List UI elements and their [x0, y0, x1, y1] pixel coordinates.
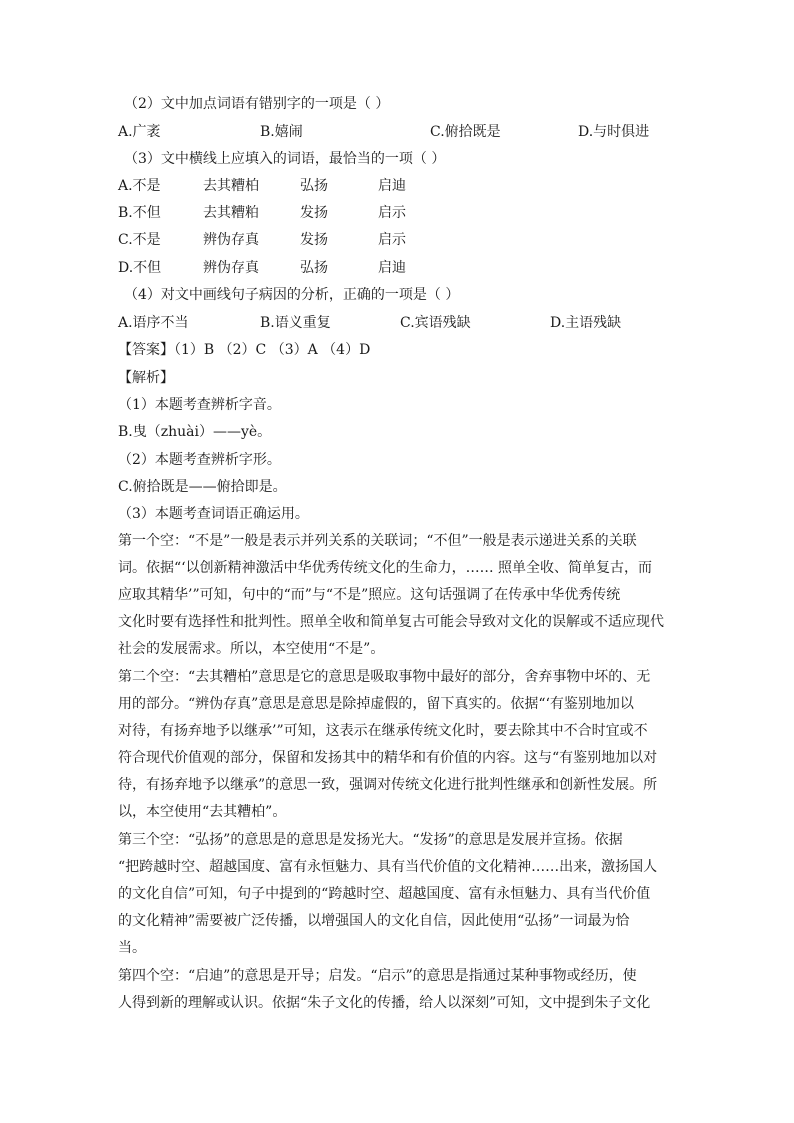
analysis-1-detail: B.曳（zhuài）——yè。 — [118, 424, 272, 440]
q4-option-d: D.主语残缺 — [550, 315, 622, 331]
analysis-title: 【解析】 — [118, 370, 174, 386]
paragraph-line: 符合现代价值观的部分，保留和发扬其中的精华和有价值的内容。这与“有鉴别地加以对 — [118, 750, 658, 766]
q2-option-b: B.嬉闹 — [260, 124, 303, 140]
paragraph-line: 待，有扬弃地予以继承”的意思一致，强调对传统文化进行批判性继承和创新性发展。所 — [118, 777, 658, 793]
question-2-stem: （2）文中加点词语有错别字的一项是（ ） — [124, 96, 390, 112]
q3-row-c-col-3: 发扬 — [300, 232, 328, 248]
q3-row-d-col-1: D.不但 — [118, 260, 162, 276]
analysis-2-detail: C.俯拾既是——俯拾即是。 — [118, 479, 287, 495]
paragraph-line: “把跨越时空、超越国度、富有永恒魅力、具有当代价值的文化精神……出来，激扬国人 — [118, 859, 658, 875]
paragraph-line: 的文化自信”可知，句子中提到的“跨越时空、超越国度、富有永恒魅力、具有当代价值 — [118, 886, 651, 902]
paragraph-blank-1 — [118, 528, 678, 663]
q3-row-b-col-3: 发扬 — [300, 205, 328, 221]
paragraph-line: 文化时要有选择性和批判性。照单全收和简单复古可能会导致对文化的误解或不适应现代 — [118, 614, 664, 630]
q3-row-b-col-4: 启示 — [378, 205, 406, 221]
q3-row-a-col-3: 弘扬 — [300, 178, 328, 194]
paragraph-blank-2 — [118, 664, 678, 826]
q3-row-a-col-2: 去其糟柏 — [203, 178, 259, 194]
q3-row-d-col-3: 弘扬 — [300, 260, 328, 276]
q3-row-c-col-4: 启示 — [378, 232, 406, 248]
q3-row-a-col-1: A.不是 — [118, 178, 161, 194]
question-4-stem: （4）对文中画线句子病因的分析，正确的一项是（ ） — [124, 287, 460, 303]
paragraph-line: 人得到新的理解或认识。依据“朱子文化的传播，给人以深刻”可知，文中提到朱子文化 — [118, 995, 651, 1011]
q3-row-b-col-2: 去其糟粕 — [203, 205, 259, 221]
q3-row-a-col-4: 启迪 — [378, 178, 406, 194]
paragraph-blank-3 — [118, 827, 678, 962]
paragraph-line: 社会的发展需求。所以，本空使用“不是”。 — [118, 641, 385, 657]
paragraph-blank-4 — [118, 963, 678, 1017]
paragraph-line: 第二个空：“去其糟柏”意思是它的意思是吸取事物中最好的部分，舍弃事物中坏的、无 — [118, 669, 651, 685]
answer-line: 【答案】（1）B （2）C （3）A （4）D — [118, 342, 371, 358]
paragraph-line: 当。 — [118, 940, 146, 956]
analysis-3: （3）本题考查词语正确运用。 — [118, 506, 309, 522]
paragraph-line: 的文化精神”需要被广泛传播，以增强国人的文化自信，因此使用“弘扬”一词最为恰 — [118, 913, 630, 929]
q2-option-a: A.广袤 — [118, 124, 161, 140]
paragraph-line: 第四个空：“启迪”的意思是开导；启发。“启示”的意思是指通过某种事物或经历，使 — [118, 968, 637, 984]
q3-row-d-col-2: 辨伪存真 — [203, 260, 259, 276]
q4-option-c: C.宾语残缺 — [400, 315, 471, 331]
paragraph-line: 应取其精华’”可知，句中的“而”与“不是”照应。这句话强调了在传承中华优秀传统 — [118, 587, 621, 603]
paragraph-line: 词。依据“‘以创新精神激活中华优秀传统文化的生命力，…… 照单全收、简单复古，而 — [118, 560, 653, 576]
paragraph-line: 对待，有扬弃地予以继承’”可知，这表示在继承传统文化时，要去除其中不合时宜或不 — [118, 723, 648, 739]
analysis-2: （2）本题考查辨析字形。 — [118, 452, 281, 468]
q3-row-c-col-1: C.不是 — [118, 232, 161, 248]
q2-option-c: C.俯拾既是 — [430, 124, 501, 140]
paragraph-line: 第三个空：“弘扬”的意思是的意思是发扬光大。“发扬”的意思是发展并宣扬。依据 — [118, 832, 623, 848]
q3-row-d-col-4: 启迪 — [378, 260, 406, 276]
q2-option-d: D.与时俱进 — [578, 124, 650, 140]
q3-row-c-col-2: 辨伪存真 — [203, 232, 259, 248]
paragraph-line: 第一个空：“不是”一般是表示并列关系的关联词；“不但”一般是表示递进关系的关联 — [118, 533, 637, 549]
q3-row-b-col-1: B.不但 — [118, 205, 161, 221]
question-3-stem: （3）文中横线上应填入的词语，最恰当的一项（ ） — [124, 151, 446, 167]
paragraph-line: 以，本空使用“去其糟柏”。 — [118, 804, 287, 820]
q4-option-a: A.语序不当 — [118, 315, 189, 331]
q4-option-b: B.语义重复 — [260, 315, 331, 331]
analysis-1: （1）本题考查辨析字音。 — [118, 397, 281, 413]
paragraph-line: 用的部分。“辨伪存真”意思是意思是除掉虚假的，留下真实的。依据“‘有鉴别地加以 — [118, 696, 634, 712]
